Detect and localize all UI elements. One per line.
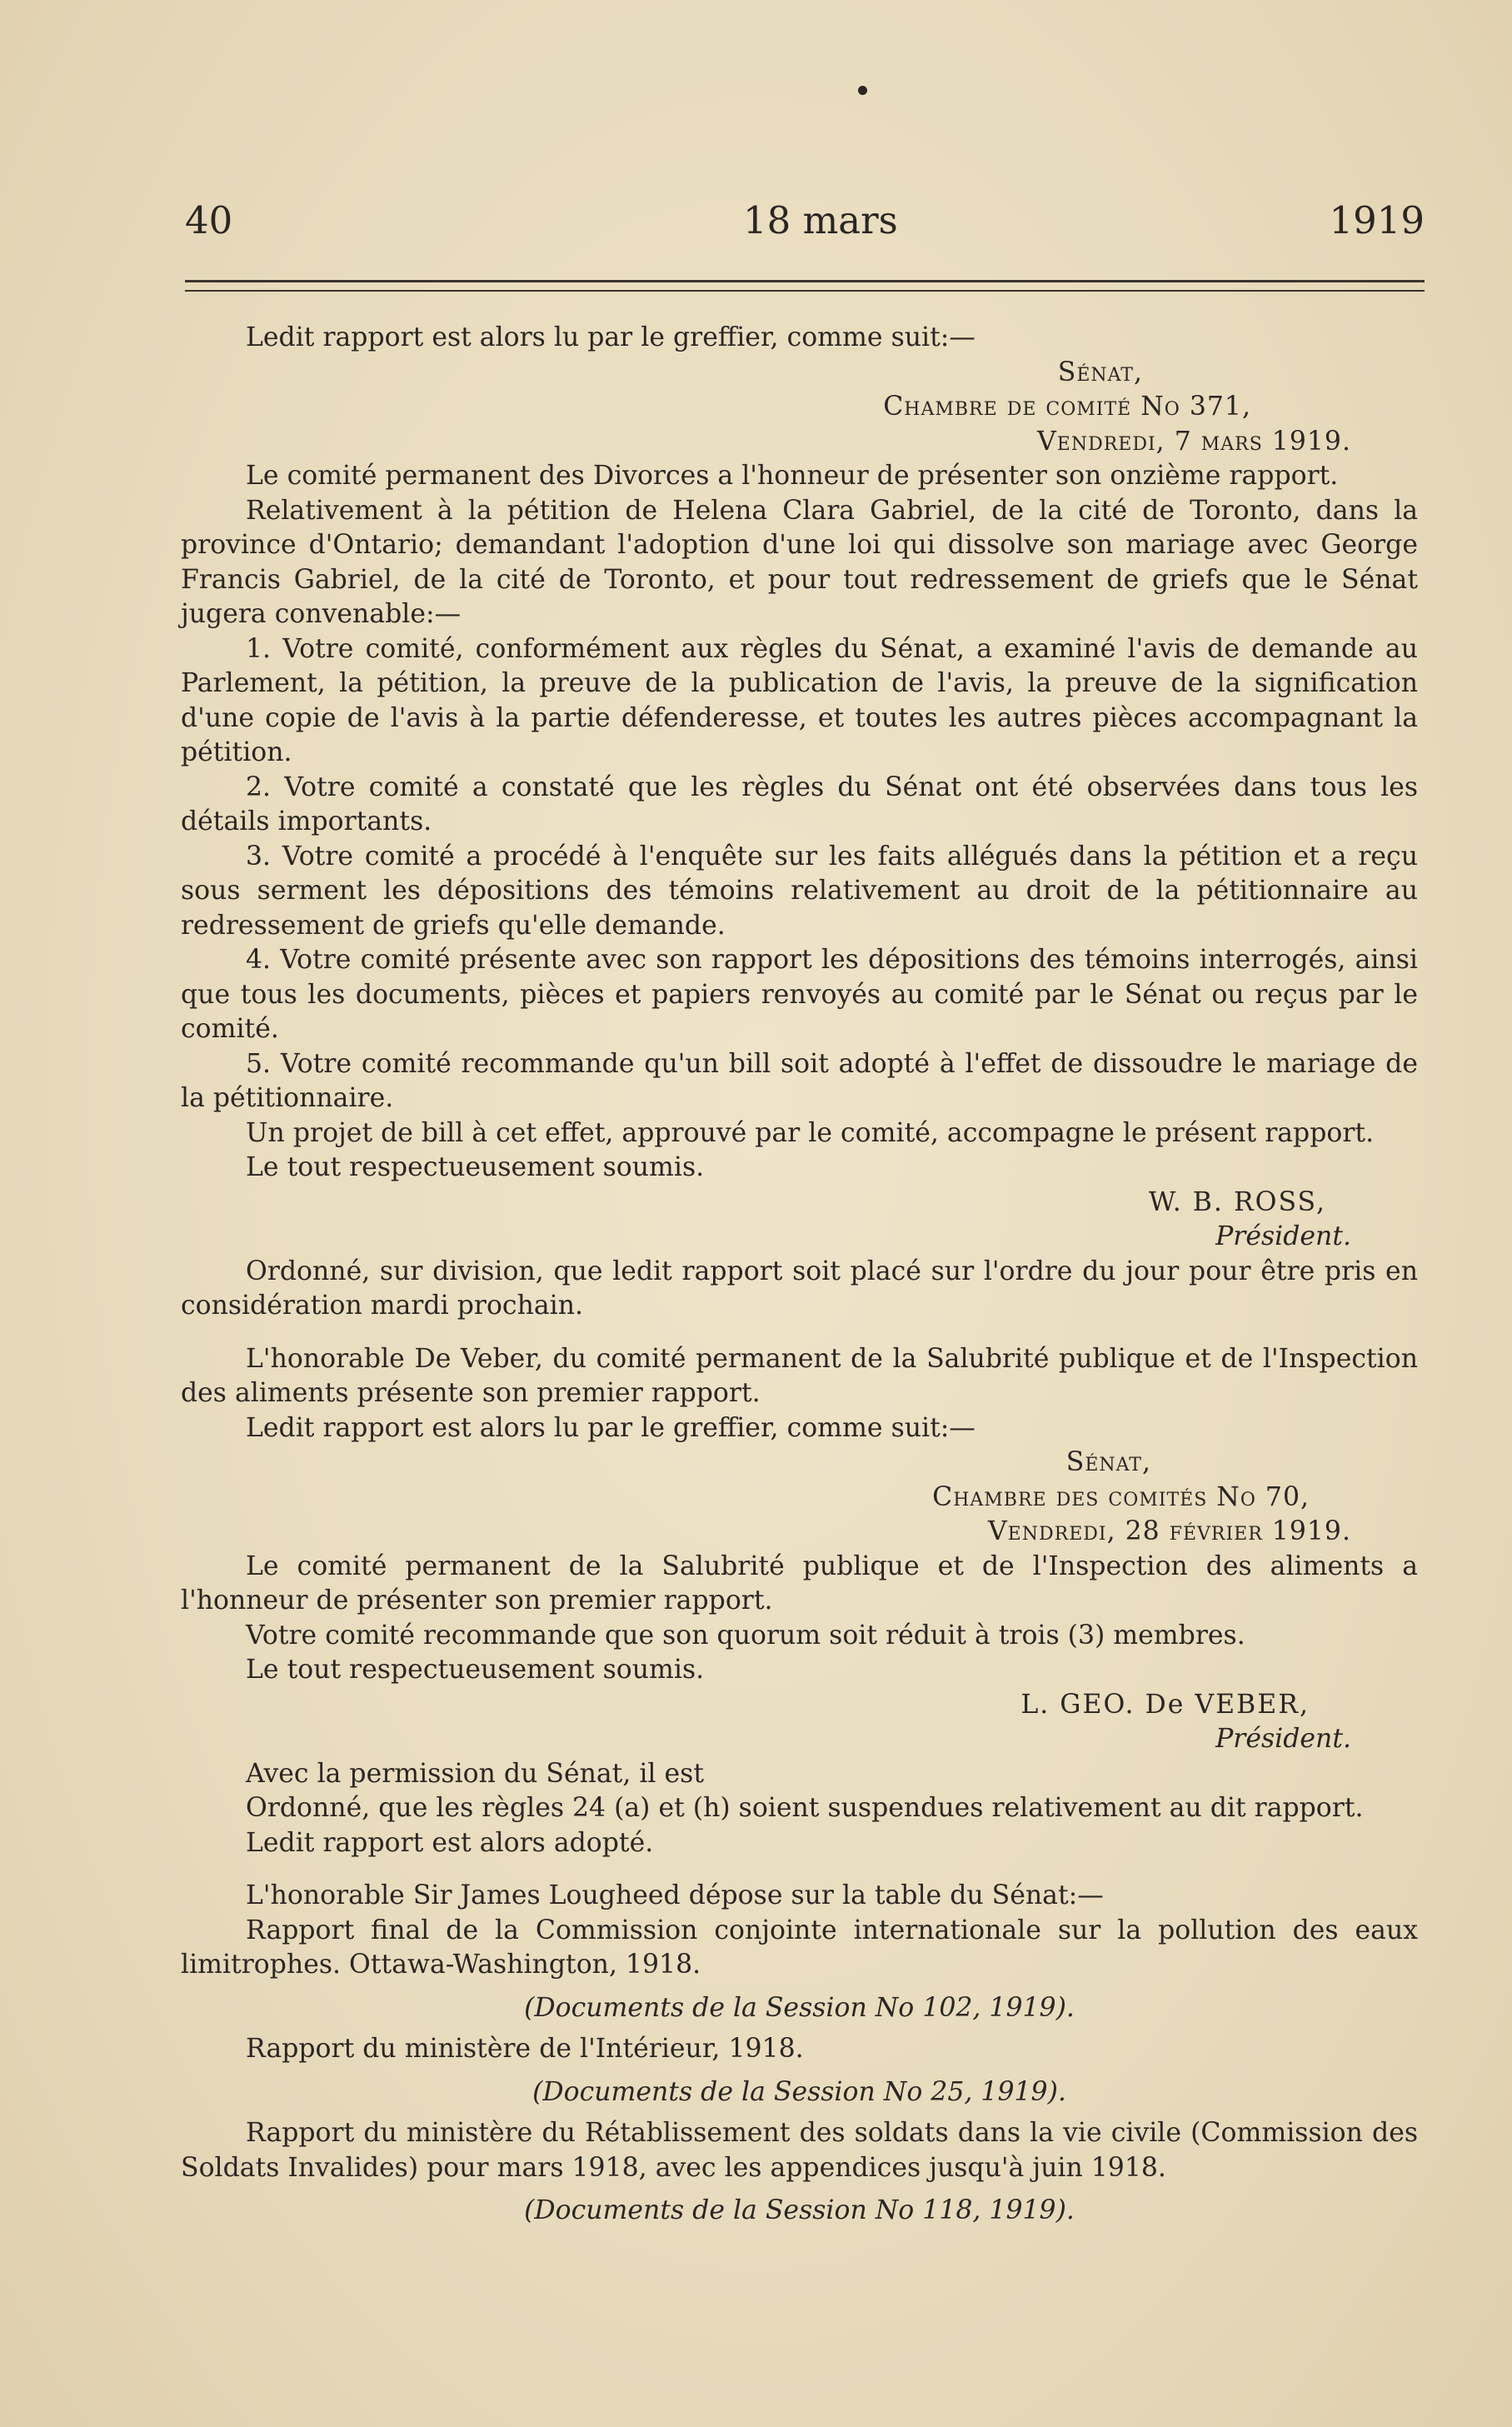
report2-title: Président. — [1215, 1724, 1351, 1754]
document-3-ref: (Documents de la Session No 118, 1919). — [524, 2195, 1075, 2225]
report2-intro2: Ledit rapport est alors lu par le greffier, comme suit:— — [246, 1412, 976, 1443]
documents-intro: L'honorable Sir James Lougheed dépose sur la table du Sénat:— — [246, 1880, 1104, 1910]
document-2: Rapport du ministère de l'Intérieur, 1918. — [246, 2034, 804, 2064]
report2-permission: Avec la permission du Sénat, il est — [246, 1758, 704, 1789]
report1-item4: 4. Votre comité présente avec son rapport les dépositions des témoins interrogés, ainsi que tous les documents, pièces et papiers renvoyés au comité par le Sénat ou reçus par le comité. — [181, 945, 1418, 1044]
header-year: 1919 — [1329, 198, 1425, 242]
report1-projet: Un projet de bill à cet effet, approuvé par le comité, accompagne le présent rapport. — [246, 1117, 1375, 1148]
report2-date: Vendredi, 28 février 1919. — [987, 1516, 1351, 1546]
report1-senat: Sénat, — [1057, 357, 1143, 387]
document-1: Rapport final de la Commission conjointe internationale sur la pollution des eaux limitrophes. Ottawa-Washington, 1918. — [181, 1915, 1418, 1980]
report1-signer: W. B. ROSS, — [1148, 1186, 1326, 1217]
report2-p2: Votre comité recommande que son quorum soit réduit à trois (3) membres. — [246, 1620, 1245, 1650]
report1-date: Vendredi, 7 mars 1919. — [1037, 426, 1351, 457]
report2-adopte: Ledit rapport est alors adopté. — [246, 1827, 654, 1858]
page-number: 40 — [185, 198, 233, 242]
ink-dot — [858, 86, 867, 95]
page-header — [185, 198, 1425, 257]
report1-item5: 5. Votre comité recommande qu'un bill soit adopté à l'effet de dissoudre le mariage de la pétitionnaire. — [181, 1048, 1418, 1113]
report2-signer: L. GEO. De VEBER, — [1020, 1689, 1310, 1720]
report1-p1: Le comité permanent des Divorces a l'honneur de présenter son onzième rapport. — [246, 461, 1339, 491]
report2-intro1: L'honorable De Veber, du comité permanent de la Salubrité publique et de l'Inspection des aliments présente son premier rapport. — [181, 1343, 1418, 1408]
report2-ordonne: Ordonné, que les règles 24 (a) et (h) soient suspendues relativement au dit rapport. — [246, 1793, 1364, 1823]
report1-ordonne: Ordonné, sur division, que ledit rapport soit placé sur l'ordre du jour pour être pris en considération mardi prochain. — [181, 1256, 1418, 1321]
report1-p2: Relativement à la pétition de Helena Clara Gabriel, de la cité de Toronto, dans la province d'Ontario; demandant l'adoption d'une loi qui dissolve son mariage avec George Francis Gabriel, de la cité de Toronto, et pour tout redressement de griefs que le Sénat jugera convenable:— — [181, 495, 1418, 629]
report1-chambre: Chambre de comité No 371, — [883, 392, 1251, 422]
document-3: Rapport du ministère du Rétablissement des soldats dans la vie civile (Commission des Soldats Invalides) pour mars 1918, avec les appendices jusqu'à juin 1918. — [181, 2118, 1418, 2183]
report1-title: Président. — [1215, 1221, 1351, 1251]
report1-item1: 1. Votre comité, conformément aux règles du Sénat, a examiné l'avis de demande au Parlement, la pétition, la preuve de la publication de l'avis, la preuve de la signification d'une copie de l'avis à la partie défenderesse, et toutes les autres pièces accompagnant la pétition. — [181, 633, 1418, 767]
document-1-ref: (Documents de la Session No 102, 1919). — [524, 1992, 1075, 2023]
document-2-ref: (Documents de la Session No 25, 1919). — [532, 2076, 1066, 2107]
report2-chambre: Chambre des comités No 70, — [932, 1481, 1310, 1512]
header-rule-top — [185, 280, 1425, 282]
header-rule-bottom — [185, 290, 1425, 292]
report2-p1: Le comité permanent de la Salubrité publique et de l'Inspection des aliments a l'honneur de présenter son premier rapport. — [181, 1551, 1418, 1616]
report1-item3: 3. Votre comité a procédé à l'enquête sur les faits allégués dans la pétition et a reçu sous serment les dépositions des témoins relativement au droit de la pétitionnaire au redressement de griefs qu'elle demande. — [181, 841, 1418, 941]
header-date: 18 mars — [743, 198, 898, 242]
report1-intro: Ledit rapport est alors lu par le greffier, comme suit:— — [246, 322, 976, 352]
page-body — [181, 321, 1418, 2229]
report2-soumis: Le tout respectueusement soumis. — [246, 1655, 705, 1685]
report1-item2: 2. Votre comité a constaté que les règles du Sénat ont été observées dans tous les détails importants. — [181, 772, 1418, 836]
report2-senat: Sénat, — [1065, 1447, 1151, 1477]
report1-soumis: Le tout respectueusement soumis. — [246, 1152, 705, 1182]
